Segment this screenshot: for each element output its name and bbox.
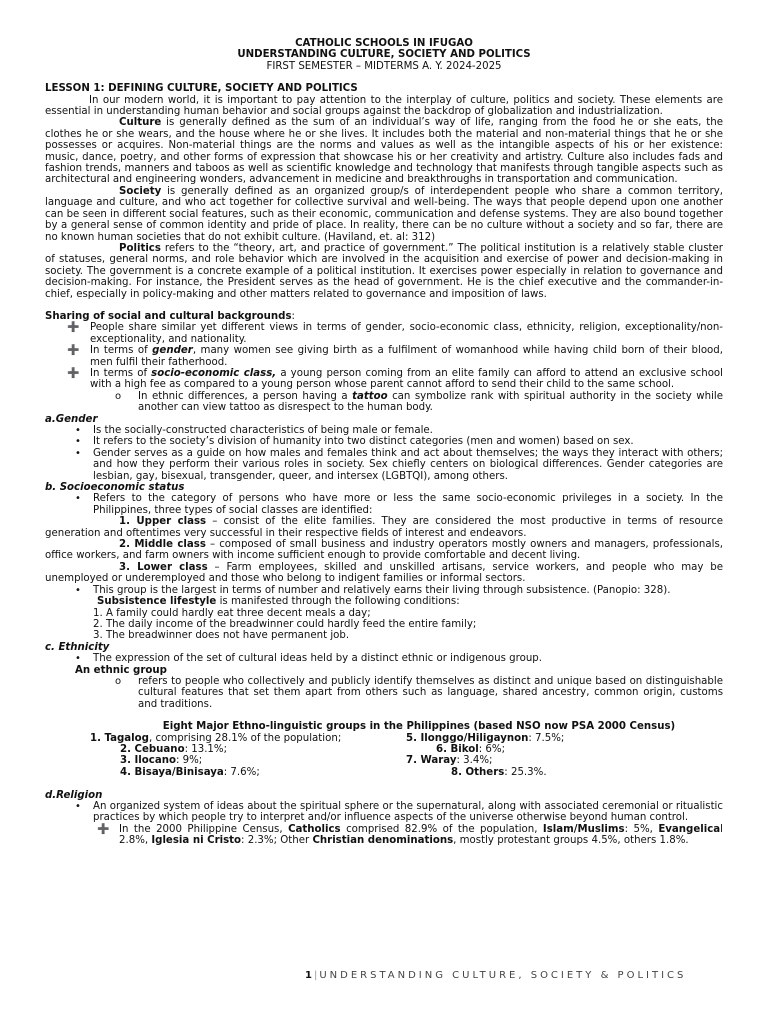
socioeconomic-list-2 — [45, 585, 723, 596]
list-item: • Is the socially-constructed characteristics of being male or female. — [75, 425, 433, 436]
circle-bullet-icon: o — [115, 390, 122, 402]
politics-paragraph: Politics refers to the “theory, art, and practice of government.” The political institution is a relatively stable cluster of statuses, general norms, and role behavior which are involved in the acquisition and exercise of power and decision-making in society. The government is a concrete example of a political institution. It exercises power especially in relation to governance and decision-making. For instance, the President serves as the head of government. He is the chief executive and the commander-in-chief, especially in policy-making and other matters related to governance and imposition of laws. — [45, 242, 723, 300]
arrow-bullet-icon: ➕ — [67, 345, 80, 357]
dot-bullet-icon: • — [75, 800, 81, 812]
subsistence-line: Subsistence lifestyle is manifested through the following conditions: — [97, 596, 460, 608]
running-title: UNDERSTANDING CULTURE, SOCIETY & POLITICS — [319, 970, 687, 981]
list-item: ➕ In terms of gender, many women see giving birth as a fulfilment of womanhood while having child born of their blood, men fulfil their fatherhood. — [67, 345, 723, 368]
list-item: • Gender serves as a guide on how males and females think and act about themselves; the ways they interact with others; and how they perform their various roles in society. Sex chiefly centers on biological differences. Gender categories are lesbian, gay, bisexual, transgender, queer, and intersex (LGBTQI), among others. — [75, 447, 723, 482]
ethno-group-1: 1. Tagalog, comprising 28.1% of the population; — [90, 732, 342, 744]
ethno-group-4: 4. Bisaya/Binisaya: 7.6%; — [120, 766, 260, 778]
condition-3: 3. The breadwinner does not have permanent job. — [93, 630, 350, 642]
document-page — [45, 38, 723, 847]
list-item: ➕ In the 2000 Philippine Census, Catholics comprised 82.9% of the population, Islam/Muslims: 5%, Evangelical 2.8%, Iglesia ni Cristo: 2.3%; Other Christian denominations, mostly protestant groups 4.5%, others 1.8%. — [97, 823, 723, 847]
list-item: • The expression of the set of cultural ideas held by a distinct ethnic or indigenous group. — [75, 653, 542, 665]
course-title: UNDERSTANDING CULTURE, SOCIETY AND POLITICS — [237, 49, 531, 61]
sharing-heading: Sharing of social and cultural backgrounds: — [45, 310, 295, 322]
condition-1: 1. A family could hardly eat three decent meals a day; — [93, 607, 371, 619]
ethno-groups-title: Eight Major Ethno-linguistic groups in the Philippines (based NSO now PSA 2000 Census) — [162, 721, 676, 733]
list-item: ➕ In terms of socio-economic class, a young person coming from an elite family can afford to attend an exclusive school with a high fee as compared to a young person whose parent cannot afford to send their child to the same school. — [67, 367, 723, 391]
list-item: • It refers to the society’s division of humanity into two distinct categories (men and women) based on sex. — [75, 436, 634, 448]
ethnicity-heading: c. Ethnicity — [45, 641, 110, 653]
culture-term: Culture — [119, 117, 162, 129]
ethno-group-5: 5. Ilonggo/Hiligaynon: 7.5%; — [406, 732, 565, 744]
sharing-list — [45, 322, 723, 390]
intro-paragraph: In our modern world, it is important to pay attention to the interplay of culture, politics and society. These elements are essential in understanding human behavior and social groups against the backdrop of globalization and industrialization. — [45, 94, 723, 118]
dot-bullet-icon: • — [75, 653, 81, 665]
lesson-title: LESSON 1: DEFINING CULTURE, SOCIETY AND POLITICS — [45, 83, 358, 95]
dot-bullet-icon: • — [75, 425, 81, 436]
religion-list — [45, 801, 723, 824]
dot-bullet-icon: • — [75, 447, 81, 459]
ethno-group-7: 7. Waray: 3.4%; — [406, 755, 493, 767]
ethno-group-3: 3. Ilocano: 9%; — [120, 755, 203, 767]
ethnicity-list — [45, 653, 723, 664]
arrow-bullet-icon: ➕ — [97, 823, 110, 835]
ethnic-group-label: An ethnic group — [75, 664, 167, 676]
culture-paragraph: Culture is generally defined as the sum of an individual’s way of life, ranging from the food he or she eats, the clothes he or she wears, and the house where he or she lives. It includes both the material and non-material things that he or she possesses or acquires. Non-material things are the norms and values as well as the intangible aspects of his or her existence: music, dance, poetry, and other forms of expression that showcase his or her creativity and artistry. Culture also includes fads and fashion trends, manners and taboos as well as scientific knowledge and technology that manifests through tangible aspects such as architectural and engineering wonders, advancement in medicine and breakthroughs in transportation and communication. — [45, 117, 723, 186]
term-line: FIRST SEMESTER – MIDTERMS A. Y. 2024-2025 — [266, 60, 502, 72]
sharing-sublist — [45, 391, 723, 414]
arrow-bullet-icon: ➕ — [67, 322, 80, 334]
socioeconomic-list — [45, 493, 723, 516]
ethno-group-2: 2. Cebuano: 13.1%; — [120, 743, 228, 755]
page-footer — [305, 970, 686, 981]
list-item: o In ethnic differences, a person having a tattoo can symbolize rank with spiritual authority in the society while another can view tattoo as disrespect to the human body. — [115, 390, 723, 414]
list-item: ➕ People share similar yet different views in terms of gender, socio-economic class, ethnicity, religion, exceptionality/non-exceptionality, and nationality. — [67, 322, 723, 345]
list-item: • Refers to the category of persons who have more or less the same socio-economic privileges in a society. In the Philippines, three types of social classes are identified: — [75, 493, 723, 516]
dot-bullet-icon: • — [75, 584, 81, 596]
page-number: 1 — [305, 970, 312, 981]
arrow-bullet-icon: ➕ — [67, 367, 80, 379]
socioeconomic-heading: b. Socioeconomic status — [45, 482, 185, 494]
ethno-groups-table — [45, 733, 723, 779]
school-name: CATHOLIC SCHOOLS IN IFUGAO — [295, 38, 473, 49]
politics-term: Politics — [119, 242, 161, 254]
footer-separator: | — [313, 970, 318, 981]
dot-bullet-icon: • — [75, 436, 81, 448]
gender-heading: a.Gender — [45, 413, 98, 425]
condition-2: 2. The daily income of the breadwinner could hardly feed the entire family; — [93, 618, 477, 630]
list-item: • This group is the largest in terms of number and relatively earns their living through subsistence. (Panopio: 328). — [75, 584, 671, 596]
circle-bullet-icon: o — [115, 675, 122, 687]
middle-class-paragraph: 2. Middle class – composed of small business and industry operators mostly owners and managers, professionals, office workers, and farm owners with income sufficient enough to provide comfortable and decent living. — [45, 539, 723, 562]
religion-sublist — [45, 824, 723, 847]
ethno-group-6: 6. Bikol: 6%; — [436, 743, 506, 755]
ethnicity-sublist — [45, 676, 723, 710]
society-term: Society — [119, 185, 162, 197]
religion-heading: d.Religion — [45, 789, 103, 801]
list-item: o refers to people who collectively and publicly identify themselves as distinct and unique based on distinguishable cultural features that set them apart from others such as language, shared ancestry, common origin, customs and traditions. — [115, 675, 723, 710]
dot-bullet-icon: • — [75, 493, 81, 505]
ethno-group-8: 8. Others: 25.3%. — [451, 766, 547, 778]
gender-list — [45, 425, 723, 482]
society-paragraph: Society is generally defined as an organized group/s of interdependent people who share a common territory, language and culture, and who act together for collective survival and well-being. The ways that people depend upon one another can be seen in different social features, such as their economic, communication and defense systems. They are also bound together by a general sense of common identity and pride of place. In reality, there can be no culture without a society and so far, there are no known human societies that do not exhibit culture. (Haviland, et. al: 312) — [45, 185, 723, 243]
lower-class-paragraph: 3. Lower class – Farm employees, skilled and unskilled artisans, service workers, and people who may be unemployed or underemployed and those who belong to indigent families or informal sectors. — [45, 561, 724, 585]
upper-class-paragraph: 1. Upper class – consist of the elite families. They are considered the most productive in terms of resource generation and oftentimes very successful in their respective fields of interest and endeavors. — [45, 516, 723, 539]
list-item: • An organized system of ideas about the spiritual sphere or the supernatural, along with associated ceremonial or ritualistic practices by which people try to interpret and/or influence aspects of the universe otherwise beyond human control. — [75, 800, 723, 824]
